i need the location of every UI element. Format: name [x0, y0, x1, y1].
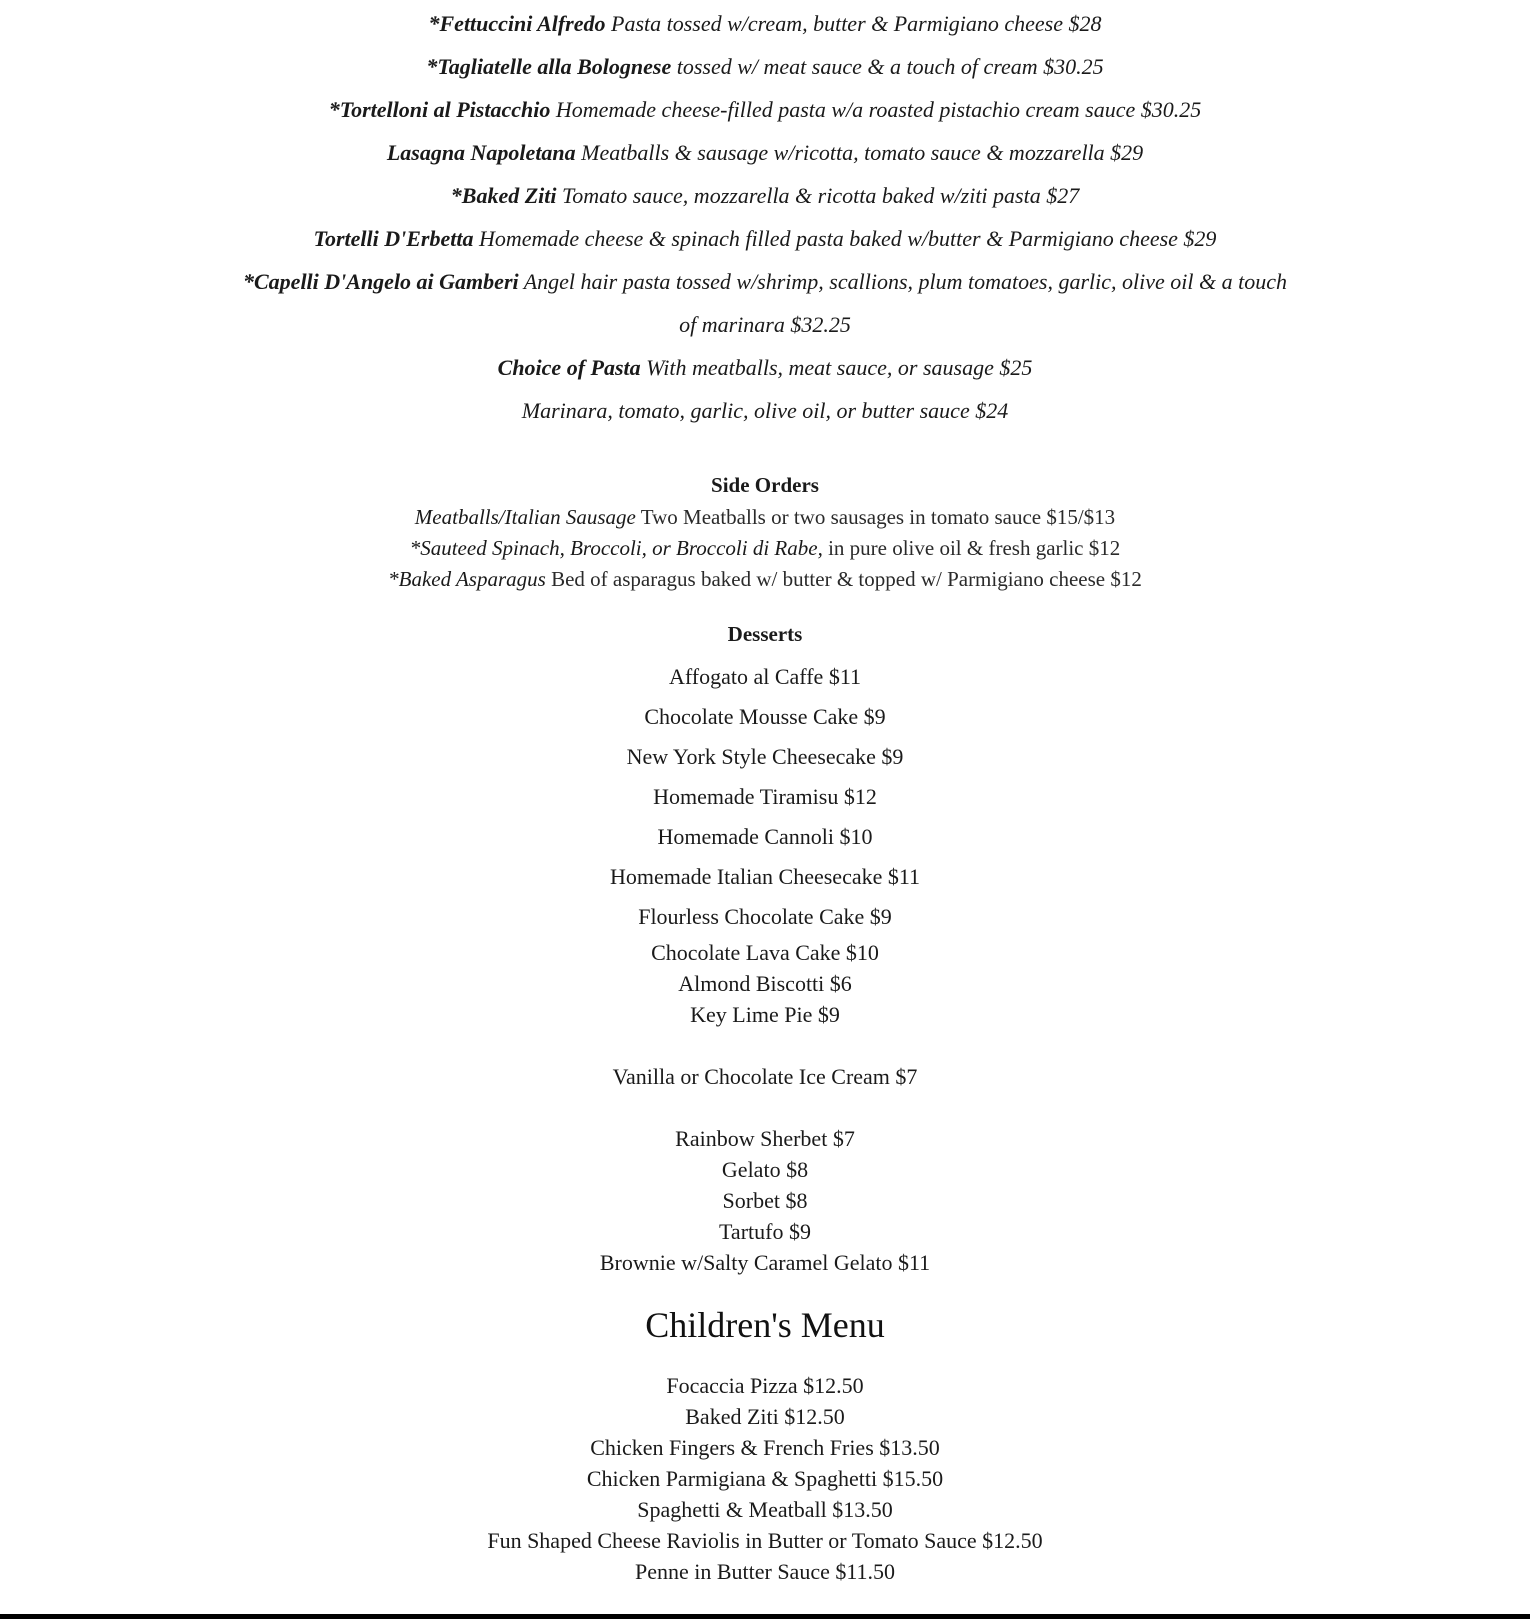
dish-description: of marinara $32.25	[679, 312, 851, 337]
dessert-item: Rainbow Sherbet $7	[675, 1126, 855, 1151]
dessert-item: Brownie w/Salty Caramel Gelato $11	[599, 1250, 931, 1275]
dish-description: tossed w/ meat sauce & a touch of cream $30.25	[671, 54, 1104, 79]
dessert-item: Sorbet $8	[722, 1188, 808, 1213]
side-orders-section	[0, 468, 1530, 595]
dessert-item: Key Lime Pie $9	[690, 1002, 840, 1027]
dessert-item: Gelato $8	[721, 1157, 809, 1182]
children-menu-heading: Children's Menu	[645, 1305, 885, 1345]
dish-description: Homemade cheese & spinach filled pasta baked w/butter & Parmigiano cheese $29	[473, 226, 1217, 251]
children-menu-item: Penne in Butter Sauce $11.50	[634, 1559, 896, 1584]
menu-item-fettuccini-alfredo	[0, 2, 1530, 45]
pasta-section	[0, 0, 1530, 432]
menu-item-tortelli-erbetta	[0, 217, 1530, 260]
dessert-item: New York Style Cheesecake $9	[626, 744, 904, 769]
desserts-heading: Desserts	[727, 622, 803, 646]
dessert-list	[0, 657, 1530, 1278]
side-item-sauteed-greens	[0, 533, 1530, 564]
side-item-baked-asparagus	[0, 564, 1530, 595]
children-menu-list	[0, 1370, 1530, 1587]
dish-name: *Fettuccini Alfredo	[428, 11, 606, 36]
children-menu-item: Focaccia Pizza $12.50	[666, 1373, 864, 1398]
children-menu-item: Spaghetti & Meatball $13.50	[637, 1497, 893, 1522]
menu-item-choice-of-pasta	[0, 346, 1530, 389]
dish-description: Meatballs & sausage w/ricotta, tomato sauce & mozzarella $29	[575, 140, 1144, 165]
dish-description: With meatballs, meat sauce, or sausage $25	[640, 355, 1033, 380]
dish-name: *Capelli D'Angelo ai Gamberi	[243, 269, 519, 294]
dessert-item: Flourless Chocolate Cake $9	[638, 904, 892, 929]
dish-description: Tomato sauce, mozzarella & ricotta baked w/ziti pasta $27	[556, 183, 1080, 208]
menu-item-lasagna-napoletana	[0, 131, 1530, 174]
dish-description: Homemade cheese-filled pasta w/a roasted pistachio cream sauce $30.25	[550, 97, 1202, 122]
dish-name: *Baked Asparagus	[388, 567, 546, 591]
dish-description: in pure olive oil & fresh garlic $12	[822, 536, 1121, 560]
bottom-divider	[0, 1614, 1530, 1619]
dish-description: Angel hair pasta tossed w/shrimp, scallions, plum tomatoes, garlic, olive oil & a touch	[518, 269, 1287, 294]
dessert-item: Almond Biscotti $6	[678, 971, 852, 996]
dish-name: Lasagna Napoletana	[386, 140, 576, 165]
menu-item-tagliatelle-bolognese	[0, 45, 1530, 88]
children-menu-item: Chicken Parmigiana & Spaghetti $15.50	[586, 1466, 944, 1491]
dish-description: Pasta tossed w/cream, butter & Parmigiano cheese $28	[605, 11, 1102, 36]
menu-item-capelli-angelo	[0, 260, 1530, 303]
dish-name: *Baked Ziti	[450, 183, 557, 208]
dish-name: *Tagliatelle alla Bolognese	[426, 54, 672, 79]
dessert-item: Chocolate Mousse Cake $9	[644, 704, 886, 729]
dish-name: *Sauteed Spinach, Broccoli, or Broccoli di Rabe,	[409, 536, 823, 560]
dessert-item: Homemade Cannoli $10	[657, 824, 873, 849]
dish-name: Meatballs/Italian Sausage	[414, 505, 636, 529]
desserts-section	[0, 617, 1530, 1278]
dessert-item: Vanilla or Chocolate Ice Cream $7	[612, 1064, 918, 1089]
menu-item-tortelloni-pistacchio	[0, 88, 1530, 131]
dessert-item: Tartufo $9	[719, 1219, 811, 1244]
dessert-item: Homemade Tiramisu $12	[653, 784, 877, 809]
dish-name: Tortelli D'Erbetta	[313, 226, 474, 251]
dessert-item: Affogato al Caffe $11	[668, 664, 862, 689]
children-menu-section	[0, 1300, 1530, 1587]
dish-name: Choice of Pasta	[497, 355, 641, 380]
dish-description: Bed of asparagus baked w/ butter & topped w/ Parmigiano cheese $12	[545, 567, 1142, 591]
children-menu-item: Baked Ziti $12.50	[685, 1404, 845, 1429]
menu-item-baked-ziti	[0, 174, 1530, 217]
side-orders-heading: Side Orders	[711, 473, 819, 497]
dish-description: Two Meatballs or two sausages in tomato sauce $15/$13	[635, 505, 1116, 529]
dessert-item: Chocolate Lava Cake $10	[651, 940, 879, 965]
dish-name: *Tortelloni al Pistacchio	[328, 97, 551, 122]
dish-description: Marinara, tomato, garlic, olive oil, or butter sauce $24	[521, 398, 1009, 423]
menu-item-pasta-sauces	[0, 389, 1530, 432]
side-item-meatballs-sausage	[0, 502, 1530, 533]
children-menu-item: Fun Shaped Cheese Raviolis in Butter or Tomato Sauce $12.50	[487, 1528, 1043, 1553]
dessert-item: Homemade Italian Cheesecake $11	[609, 864, 921, 889]
children-menu-item: Chicken Fingers & French Fries $13.50	[590, 1435, 940, 1460]
menu-item-capelli-angelo-cont	[0, 303, 1530, 346]
